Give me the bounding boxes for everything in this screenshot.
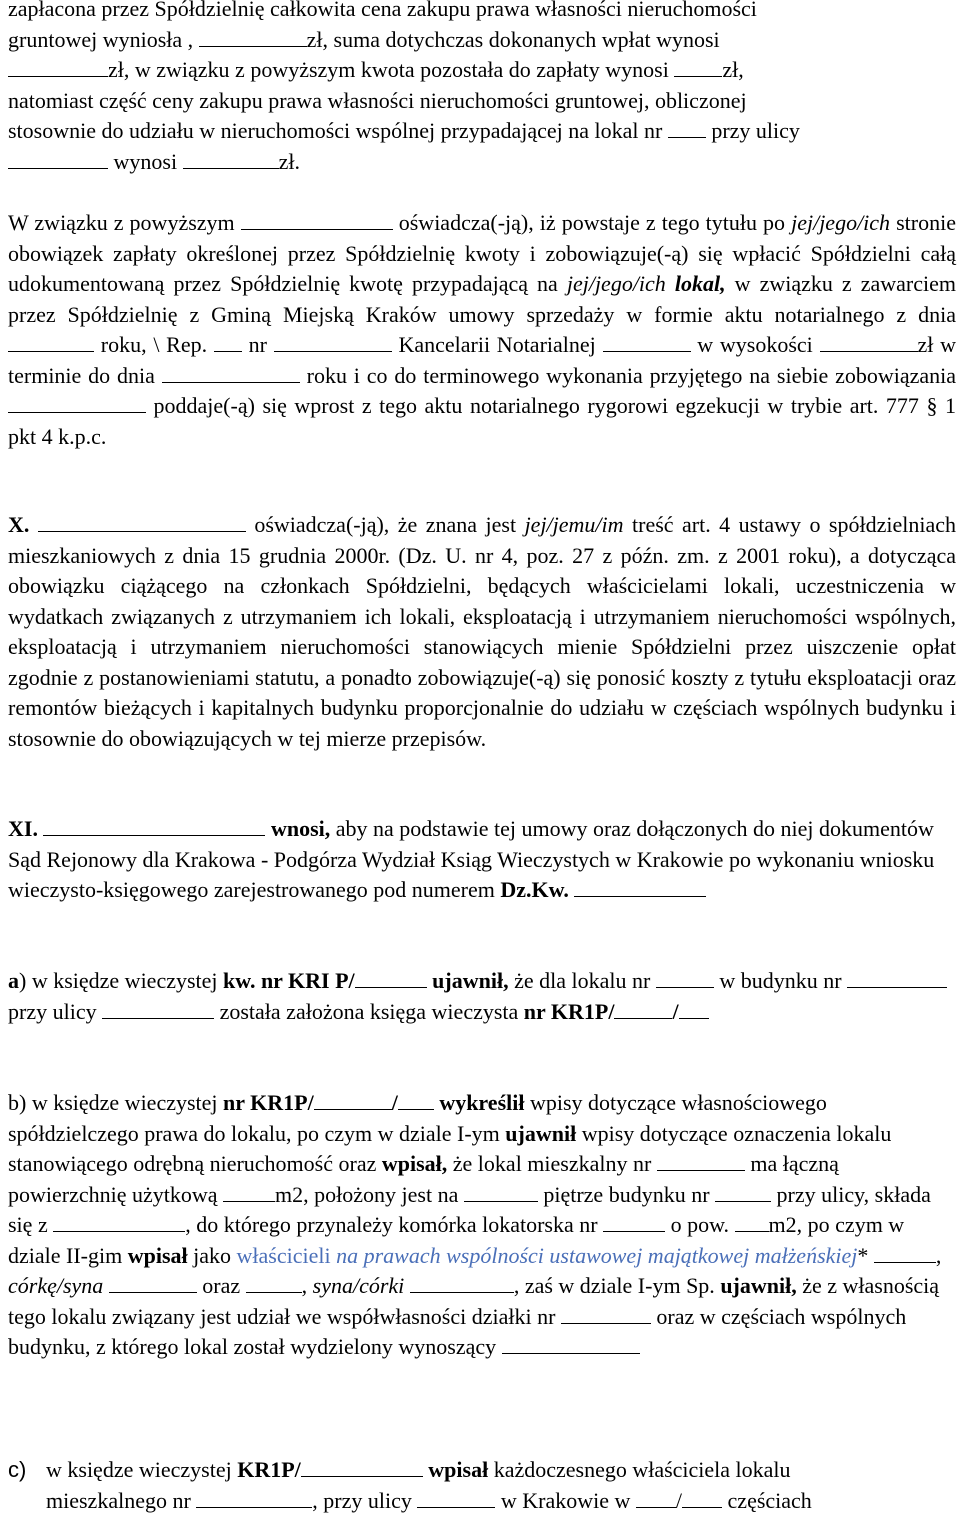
item-c-label: c) [8,1457,27,1482]
blank-field[interactable] [636,1487,676,1508]
blank-field[interactable] [674,56,722,77]
text-line: zł, w związku z powyższym kwota pozostała do zapłaty wynosi zł, [8,55,956,86]
blank-field[interactable] [847,967,947,988]
item-b: b) w księdze wieczystej nr KR1P/ / wykreślił wpisy dotyczące własnościowego spółdzielczego prawa do lokalu, po czym w dziale I-ym ujawnił wpisy dotyczące oznaczenia lokalu stanowiącego odrębną nieruchomość oraz wpisał, że lokal mieszkalny nr ma łączną powierzchnię użytkową m2, położony jest na piętrze budynku nr przy ulicy, składa się z , do którego przynależy komórka lokatorska nr o pow. m2, po czym w dziale II-gim wpisał jako właścicieli na prawach wspólności ustawowej majątkowej małżeńskiej* , córkę/syna oraz , syna/córki , zaś w dziale I-ym Sp. ujawnił, że z własnością tego lokalu związany jest udział we współwłasności działki nr oraz w częściach wspólnych budynku, z którego lokal został wydzielony wynoszący [8,1090,942,1359]
blank-field[interactable] [410,1272,514,1293]
blank-field[interactable] [603,331,691,352]
blank-field[interactable] [8,148,108,169]
text-line: mieszkalnego nr , przy ulicy w Krakowie w / częściach [46,1487,812,1513]
item-c-body [46,1455,956,1516]
blank-field[interactable] [668,117,706,138]
text-line: natomiast część ceny zakupu prawa własności nieruchomości gruntowej, obliczonej [8,87,747,113]
blank-field[interactable] [241,209,393,230]
text-line: zapłacona przez Spółdzielnię całkowita cena zakupu prawa własności nieruchomości [8,0,757,21]
blank-field[interactable] [656,967,714,988]
blank-field[interactable] [314,1089,392,1110]
blank-field[interactable] [679,998,709,1019]
text-line: wynosi zł. [8,147,956,178]
blank-field[interactable] [8,56,108,77]
blank-field[interactable] [246,1272,302,1293]
blank-field[interactable] [603,1211,665,1232]
blank-field[interactable] [735,1211,769,1232]
blank-field[interactable] [38,511,246,532]
blank-field[interactable] [196,1487,312,1508]
blank-field[interactable] [102,998,214,1019]
blank-field[interactable] [53,1211,185,1232]
text-line: w księdze wieczystej KR1P/ wpisał każdoczesnego właściciela lokalu [46,1457,791,1482]
blank-field[interactable] [874,1242,936,1263]
paragraph-x: X. oświadcza(-ją), że znana jest jej/jemu/im treść art. 4 ustawy o spółdzielniach mieszkaniowych z dnia 15 grudnia 2000r. (Dz. U. nr 4, poz. 27 z późn. zm. z 2001 roku), a dotycząca obowiązku ciążącego na członkach Spółdzielni, będących właścicielami lokali, uczestniczenia w wydatkach związanych z utrzymaniem ich lokali, eksploatacją i utrzymaniem nieruchomości wspólnych, eksploatacją i utrzymaniem nieruchomości stanowiących mienie Spółdzielni przez uiszczenie opłat zgodnie z postanowieniami statutu, a ponadto zobowiązuje(-ą) się ponosić koszty z tytułu eksploatacji oraz remontów bieżących i kapitalnych budynku proporcjonalnie do udziału w częściach wspólnych budynku i stosownie do obowiązujących w tej mierze przepisów. [8,512,956,751]
paragraph-xi: XI. wnosi, aby na podstawie tej umowy oraz dołączonych do niej dokumentów Sąd Rejonowy dla Krakowa - Podgórza Wydział Ksiąg Wieczystych w Krakowie po wykonaniu wniosku wieczysto-księgowego zarejestrowanego pod numerem Dz.Kw. [8,816,935,902]
blank-field[interactable] [561,1303,651,1324]
blank-field[interactable] [274,331,392,352]
blank-field[interactable] [8,331,94,352]
blank-field[interactable] [199,26,307,47]
blank-field[interactable] [417,1487,495,1508]
text-line: gruntowej wyniosła , zł, suma dotychczas dokonanych wpłat wynosi [8,26,720,52]
blank-field[interactable] [574,876,706,897]
paragraph-payment-obligation: W związku z powyższym oświadcza(-ją), iż powstaje z tego tytułu po jej/jego/ich stronie obowiązek zapłaty określonej przez Spółdzielnię kwoty i zobowiązuje(-ą) się wpłacić Spółdzielni całą udokumentowaną przez Spółdzielnię kwotę przypadającą na jej/jego/ich lokal, w związku z zawarciem przez Spółdzielnię z Gminą Miejską Kraków umowy sprzedaży w formie aktu notarialnego z dnia roku, \ Rep. nr Kancelarii Notarialnej w wysokości zł w terminie do dnia roku i co do terminowego wykonania przyjętego na siebie zobowiązania poddaje(-ą) się wprost z tego aktu notarialnego rygorowi egzekucji w trybie art. 777 § 1 pkt 4 k.p.c. [8,210,957,449]
blank-field[interactable] [820,331,918,352]
blank-field[interactable] [214,331,242,352]
blank-field[interactable] [162,362,300,383]
item-a: a) w księdze wieczystej kw. nr KRI P/ ujawnił, że dla lokalu nr w budynku nr przy ulicy została założona księga wieczysta nr KR1P/ / [8,966,956,1027]
blank-field[interactable] [355,967,427,988]
blank-field[interactable] [657,1150,745,1171]
blank-field[interactable] [464,1181,538,1202]
blank-field[interactable] [109,1272,197,1293]
paragraph-purchase-price [8,0,956,177]
blank-field[interactable] [682,1487,722,1508]
blank-field[interactable] [183,148,279,169]
blank-field[interactable] [43,815,265,836]
blank-field[interactable] [8,392,146,413]
blank-field[interactable] [301,1456,423,1477]
blank-field[interactable] [715,1181,771,1202]
blank-field[interactable] [398,1089,434,1110]
blank-field[interactable] [223,1181,275,1202]
blank-field[interactable] [614,998,672,1019]
blank-field[interactable] [502,1333,640,1354]
text-line: stosownie do udziału w nieruchomości wspólnej przypadającej na lokal nr przy ulicy [8,118,800,143]
